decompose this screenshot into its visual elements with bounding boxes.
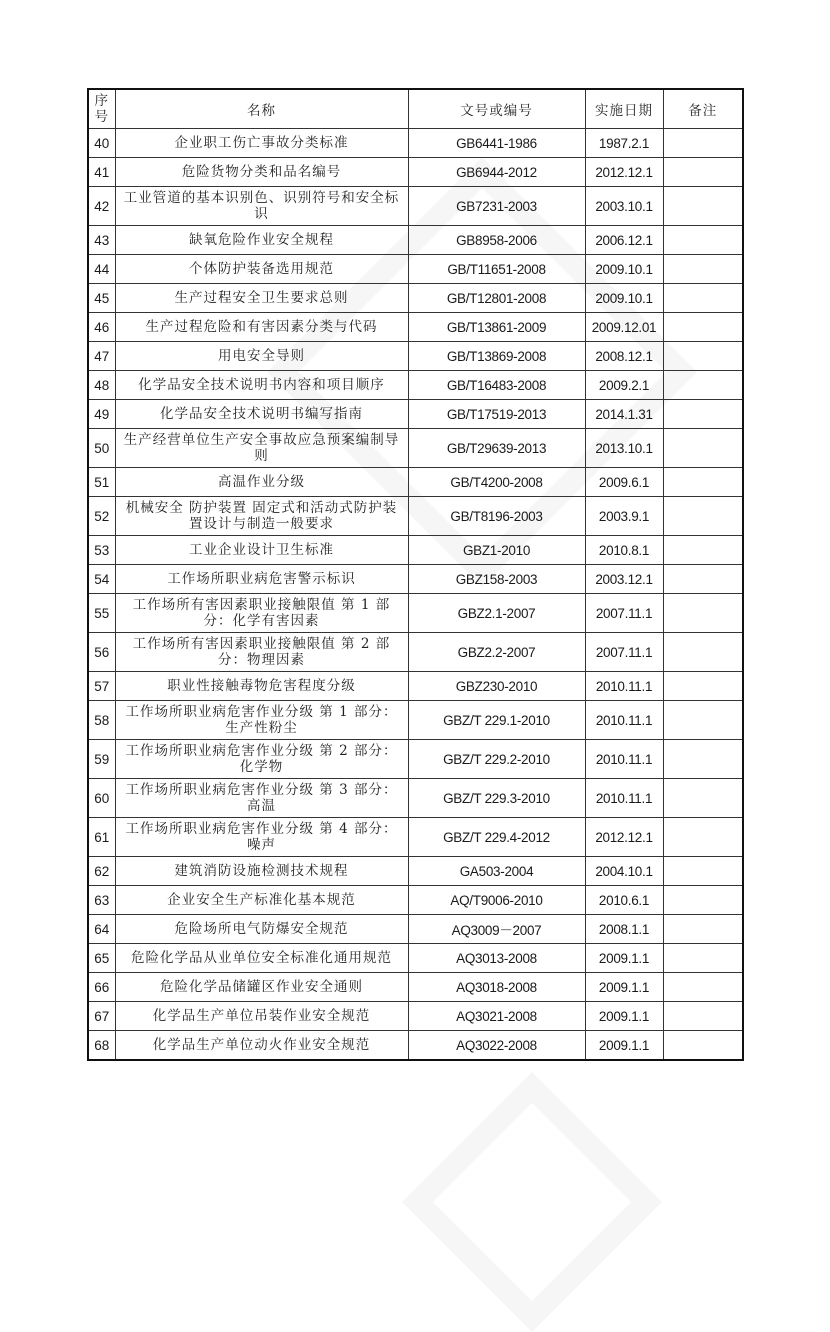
effective-date-cell: 2010.11.1 [585,672,663,701]
document-code-cell: GB7231-2003 [408,187,585,226]
document-code-cell: GBZ/T 229.3-2010 [408,779,585,818]
table-row [88,1002,743,1031]
standard-name-cell: 机械安全 防护装置 固定式和活动式防护装置设计与制造一般要求 [115,497,408,536]
standard-name-cell: 个体防护装备选用规范 [115,255,408,284]
header-remarks: 备注 [663,89,743,129]
effective-date-cell: 2010.11.1 [585,779,663,818]
table-row [88,818,743,857]
effective-date-cell: 2009.10.1 [585,284,663,313]
serial-number-cell: 47 [88,342,115,371]
effective-date-cell: 2007.11.1 [585,633,663,672]
remarks-cell [663,594,743,633]
table-row [88,944,743,973]
remarks-cell [663,915,743,944]
serial-number-cell: 61 [88,818,115,857]
document-code-cell: GB/T29639-2013 [408,429,585,468]
standard-name-cell: 生产经营单位生产安全事故应急预案编制导则 [115,429,408,468]
remarks-cell [663,342,743,371]
serial-number-cell: 56 [88,633,115,672]
remarks-cell [663,973,743,1002]
serial-number-cell: 53 [88,536,115,565]
table-row [88,701,743,740]
table-row [88,594,743,633]
effective-date-cell: 2010.11.1 [585,740,663,779]
table-row [88,779,743,818]
remarks-cell [663,226,743,255]
effective-date-cell: 2009.2.1 [585,371,663,400]
standard-name-cell: 工作场所有害因素职业接触限值 第 1 部分：化学有害因素 [115,594,408,633]
serial-number-cell: 43 [88,226,115,255]
table-row [88,284,743,313]
document-code-cell: GB8958-2006 [408,226,585,255]
table-row [88,400,743,429]
table-row [88,857,743,886]
remarks-cell [663,400,743,429]
serial-number-cell: 66 [88,973,115,1002]
standard-name-cell: 企业职工伤亡事故分类标准 [115,129,408,158]
remarks-cell [663,429,743,468]
serial-number-cell: 48 [88,371,115,400]
document-code-cell: GB6441-1986 [408,129,585,158]
remarks-cell [663,857,743,886]
document-code-cell: GBZ2.2-2007 [408,633,585,672]
document-code-cell: GBZ158-2003 [408,565,585,594]
effective-date-cell: 2009.1.1 [585,1002,663,1031]
standard-name-cell: 工作场所职业病危害作业分级 第 4 部分： 噪声 [115,818,408,857]
table-row [88,226,743,255]
serial-number-cell: 64 [88,915,115,944]
remarks-cell [663,672,743,701]
header-document-code: 文号或编号 [408,89,585,129]
remarks-cell [663,313,743,342]
effective-date-cell: 1987.2.1 [585,129,663,158]
table-row [88,158,743,187]
document-code-cell: AQ3009－2007 [408,915,585,944]
effective-date-cell: 2003.10.1 [585,187,663,226]
table-row [88,915,743,944]
standard-name-cell: 工作场所职业病危害作业分级 第 2 部分： 化学物 [115,740,408,779]
table-body [88,129,743,1061]
serial-number-cell: 68 [88,1031,115,1061]
effective-date-cell: 2009.12.01 [585,313,663,342]
effective-date-cell: 2009.1.1 [585,1031,663,1061]
table-row [88,371,743,400]
effective-date-cell: 2008.1.1 [585,915,663,944]
standard-name-cell: 工作场所职业病危害作业分级 第 3 部分： 高温 [115,779,408,818]
serial-number-cell: 65 [88,944,115,973]
effective-date-cell: 2003.9.1 [585,497,663,536]
effective-date-cell: 2012.12.1 [585,818,663,857]
table-header-row [88,89,743,129]
remarks-cell [663,187,743,226]
document-code-cell: GB/T13861-2009 [408,313,585,342]
standard-name-cell: 化学品生产单位吊装作业安全规范 [115,1002,408,1031]
remarks-cell [663,1002,743,1031]
standard-name-cell: 缺氧危险作业安全规程 [115,226,408,255]
document-code-cell: AQ3022-2008 [408,1031,585,1061]
serial-number-cell: 50 [88,429,115,468]
header-serial-number: 序号 [88,89,115,129]
remarks-cell [663,633,743,672]
document-code-cell: GB/T8196-2003 [408,497,585,536]
serial-number-cell: 52 [88,497,115,536]
document-code-cell: GB/T4200-2008 [408,468,585,497]
serial-number-cell: 41 [88,158,115,187]
document-code-cell: GB/T12801-2008 [408,284,585,313]
standard-name-cell: 用电安全导则 [115,342,408,371]
document-code-cell: GB/T17519-2013 [408,400,585,429]
watermark-logo [402,1072,662,1332]
serial-number-cell: 55 [88,594,115,633]
effective-date-cell: 2010.6.1 [585,886,663,915]
remarks-cell [663,468,743,497]
table-row [88,565,743,594]
table-row [88,313,743,342]
document-code-cell: GBZ230-2010 [408,672,585,701]
serial-number-cell: 44 [88,255,115,284]
serial-number-cell: 58 [88,701,115,740]
serial-number-cell: 46 [88,313,115,342]
table-row [88,633,743,672]
effective-date-cell: 2013.10.1 [585,429,663,468]
standard-name-cell: 生产过程安全卫生要求总则 [115,284,408,313]
document-code-cell: AQ/T9006-2010 [408,886,585,915]
effective-date-cell: 2009.1.1 [585,973,663,1002]
table-row [88,255,743,284]
effective-date-cell: 2004.10.1 [585,857,663,886]
effective-date-cell: 2009.1.1 [585,944,663,973]
table-row [88,1031,743,1061]
effective-date-cell: 2014.1.31 [585,400,663,429]
document-code-cell: GB/T16483-2008 [408,371,585,400]
header-effective-date: 实施日期 [585,89,663,129]
standard-name-cell: 生产过程危险和有害因素分类与代码 [115,313,408,342]
standard-name-cell: 化学品生产单位动火作业安全规范 [115,1031,408,1061]
remarks-cell [663,701,743,740]
table-row [88,672,743,701]
remarks-cell [663,536,743,565]
standard-name-cell: 工业管道的基本识别色、识别符号和安全标识 [115,187,408,226]
remarks-cell [663,565,743,594]
document-code-cell: GB6944-2012 [408,158,585,187]
document-code-cell: GB/T11651-2008 [408,255,585,284]
serial-number-cell: 42 [88,187,115,226]
document-code-cell: GB/T13869-2008 [408,342,585,371]
serial-number-cell: 59 [88,740,115,779]
remarks-cell [663,886,743,915]
table-row [88,536,743,565]
effective-date-cell: 2008.12.1 [585,342,663,371]
table-row [88,429,743,468]
remarks-cell [663,818,743,857]
document-code-cell: GA503-2004 [408,857,585,886]
remarks-cell [663,944,743,973]
table-row [88,342,743,371]
effective-date-cell: 2010.8.1 [585,536,663,565]
remarks-cell [663,740,743,779]
effective-date-cell: 2012.12.1 [585,158,663,187]
standard-name-cell: 工业企业设计卫生标准 [115,536,408,565]
standard-name-cell: 危险化学品从业单位安全标准化通用规范 [115,944,408,973]
table-row [88,468,743,497]
standard-name-cell: 建筑消防设施检测技术规程 [115,857,408,886]
document-code-cell: AQ3013-2008 [408,944,585,973]
serial-number-cell: 63 [88,886,115,915]
table-row [88,973,743,1002]
effective-date-cell: 2007.11.1 [585,594,663,633]
standard-name-cell: 化学品安全技术说明书编写指南 [115,400,408,429]
serial-number-cell: 57 [88,672,115,701]
effective-date-cell: 2010.11.1 [585,701,663,740]
standard-name-cell: 危险场所电气防爆安全规范 [115,915,408,944]
table-row [88,740,743,779]
remarks-cell [663,255,743,284]
standard-name-cell: 危险化学品储罐区作业安全通则 [115,973,408,1002]
serial-number-cell: 51 [88,468,115,497]
standards-table [87,88,744,1061]
standard-name-cell: 工作场所有害因素职业接触限值 第 2 部分：物理因素 [115,633,408,672]
document-code-cell: GBZ/T 229.2-2010 [408,740,585,779]
table-row [88,187,743,226]
serial-number-cell: 62 [88,857,115,886]
table-row [88,129,743,158]
standard-name-cell: 职业性接触毒物危害程度分级 [115,672,408,701]
document-code-cell: AQ3021-2008 [408,1002,585,1031]
effective-date-cell: 2003.12.1 [585,565,663,594]
effective-date-cell: 2009.10.1 [585,255,663,284]
serial-number-cell: 49 [88,400,115,429]
standard-name-cell: 高温作业分级 [115,468,408,497]
serial-number-cell: 60 [88,779,115,818]
serial-number-cell: 67 [88,1002,115,1031]
remarks-cell [663,158,743,187]
standard-name-cell: 化学品安全技术说明书内容和项目顺序 [115,371,408,400]
header-name: 名称 [115,89,408,129]
table-row [88,497,743,536]
remarks-cell [663,779,743,818]
remarks-cell [663,1031,743,1061]
document-code-cell: AQ3018-2008 [408,973,585,1002]
serial-number-cell: 45 [88,284,115,313]
table-row [88,886,743,915]
standard-name-cell: 工作场所职业病危害警示标识 [115,565,408,594]
standard-name-cell: 工作场所职业病危害作业分级 第 1 部分： 生产性粉尘 [115,701,408,740]
remarks-cell [663,284,743,313]
serial-number-cell: 40 [88,129,115,158]
remarks-cell [663,497,743,536]
document-code-cell: GBZ/T 229.1-2010 [408,701,585,740]
remarks-cell [663,129,743,158]
serial-number-cell: 54 [88,565,115,594]
effective-date-cell: 2006.12.1 [585,226,663,255]
remarks-cell [663,371,743,400]
standard-name-cell: 危险货物分类和品名编号 [115,158,408,187]
effective-date-cell: 2009.6.1 [585,468,663,497]
document-code-cell: GBZ/T 229.4-2012 [408,818,585,857]
document-code-cell: GBZ1-2010 [408,536,585,565]
document-code-cell: GBZ2.1-2007 [408,594,585,633]
standard-name-cell: 企业安全生产标准化基本规范 [115,886,408,915]
